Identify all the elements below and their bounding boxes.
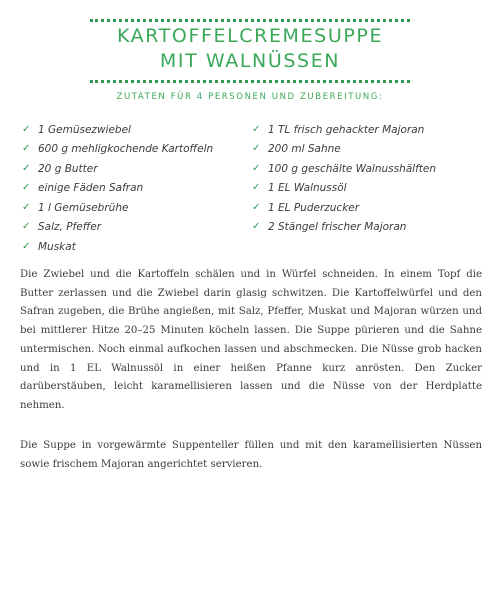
ingredient-list — [22, 120, 482, 257]
check-mark-icon: ✓ — [22, 201, 31, 213]
ingredient-text: 200 ml Sahne — [268, 143, 341, 156]
recipe-title — [0, 24, 500, 74]
ingredient-column-right — [252, 120, 482, 257]
ingredient-item — [22, 237, 252, 257]
recipe-title-line-1: KARTOFFELCREMESUPPE — [116, 25, 384, 47]
ingredient-item — [22, 140, 252, 160]
ingredient-item — [252, 198, 482, 218]
ingredient-text: 1 EL Walnussöl — [268, 182, 347, 195]
check-mark-icon: ✓ — [252, 123, 261, 135]
instructions-paragraph-2: Die Suppe in vorgewärmte Suppenteller füllen und mit den karamellisierten Nüssen sowie frischem Majoran angerichtet servieren. — [20, 440, 482, 470]
title-divider-top — [90, 19, 410, 22]
ingredient-text: 100 g geschälte Walnusshälften — [268, 162, 437, 175]
check-mark-icon: ✓ — [252, 201, 261, 213]
ingredient-text: Salz, Pfeffer — [38, 221, 102, 234]
ingredient-text: 1 Gemüsezwiebel — [38, 123, 131, 136]
check-mark-icon: ✓ — [22, 143, 31, 155]
check-mark-icon: ✓ — [252, 221, 261, 233]
ingredient-text: Muskat — [38, 240, 76, 253]
title-divider-bottom — [90, 80, 410, 83]
ingredient-column-left — [22, 120, 252, 257]
ingredient-item — [252, 140, 482, 160]
ingredient-item — [252, 218, 482, 238]
ingredient-item — [22, 218, 252, 238]
ingredient-item — [22, 159, 252, 179]
check-mark-icon: ✓ — [252, 143, 261, 155]
check-mark-icon: ✓ — [22, 182, 31, 194]
ingredient-text: 1 TL frisch gehackter Majoran — [268, 123, 425, 136]
check-mark-icon: ✓ — [22, 221, 31, 233]
ingredients-heading: ZUTATEN FÜR 4 PERSONEN UND ZUBEREITUNG: — [116, 92, 384, 102]
ingredient-text: 1 l Gemüsebrühe — [38, 201, 129, 214]
ingredient-item — [22, 179, 252, 199]
ingredient-item — [252, 120, 482, 140]
ingredient-item — [252, 179, 482, 199]
ingredient-text: 2 Stängel frischer Majoran — [268, 221, 407, 234]
ingredient-item — [22, 120, 252, 140]
check-mark-icon: ✓ — [252, 162, 261, 174]
ingredient-item — [252, 159, 482, 179]
ingredient-text: einige Fäden Safran — [38, 182, 144, 195]
ingredient-text: 1 EL Puderzucker — [268, 201, 360, 214]
check-mark-icon: ✓ — [252, 182, 261, 194]
ingredient-text: 600 g mehligkochende Kartoffeln — [38, 143, 214, 156]
instructions-paragraph-1: Die Zwiebel und die Kartoffeln schälen und in Würfel schneiden. In einem Topf die Butter zerlassen und die Zwiebel darin glasig schwitzen. Die Kartoffelwürfel und den Safran zugeben, die Brühe angießen, mit Salz, Pfeffer, Muskat und Majoran würzen und bei mittlerer Hitze 20–25 Minuten köcheln lassen. Die Suppe pürieren und die Sahne untermischen. Noch einmal aufkochen lassen und abschmecken. Die Nüsse grob hacken und in 1 EL Walnussöl in einer heißen Pfanne kurz anrösten. Den Zucker darüberstäuben, leicht karamellisieren lassen und die Nüsse von der Herdplatte nehmen. — [20, 269, 482, 411]
ingredient-text: 20 g Butter — [38, 162, 98, 175]
ingredient-item — [22, 198, 252, 218]
check-mark-icon: ✓ — [22, 123, 31, 135]
check-mark-icon: ✓ — [22, 162, 31, 174]
check-mark-icon: ✓ — [22, 240, 31, 252]
recipe-title-line-2: MIT WALNÜSSEN — [159, 50, 341, 72]
